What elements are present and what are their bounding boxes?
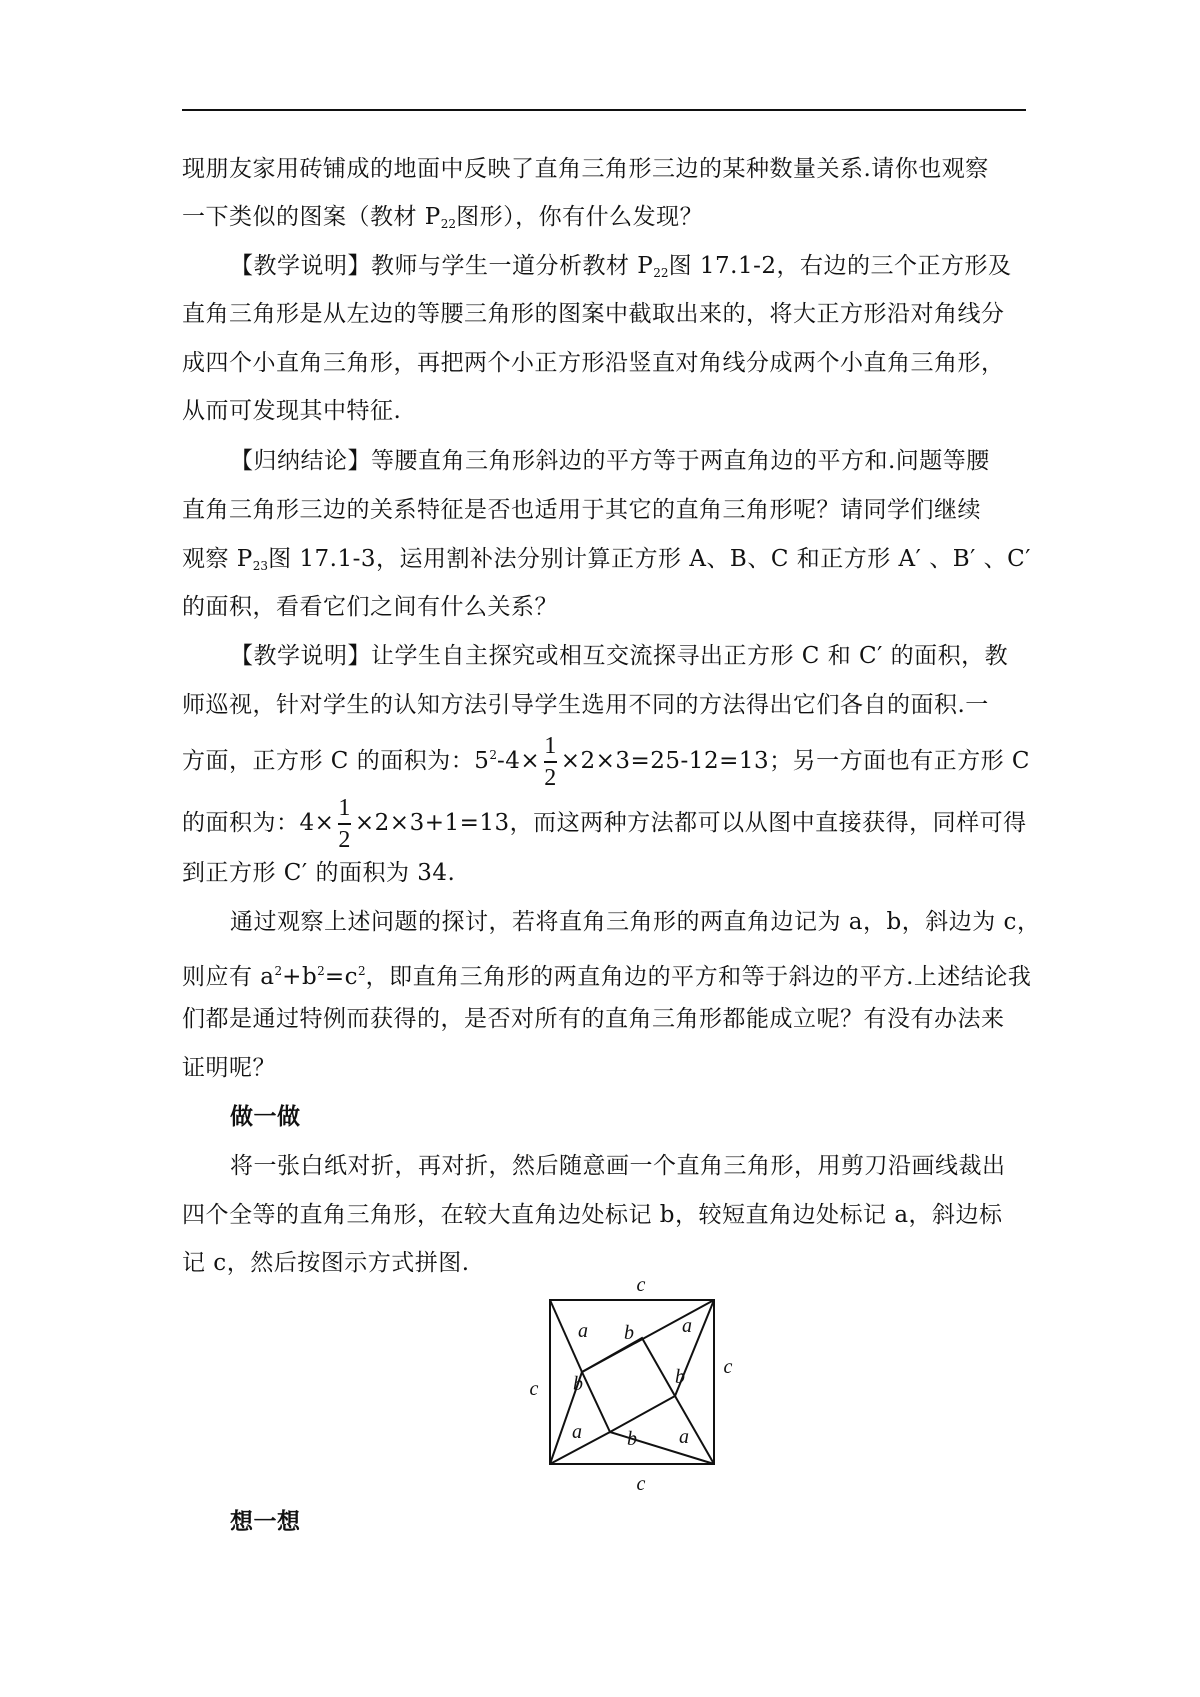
conclusion-line-3: 观察 $P_{23}$图 17.1-3，运用割补法分别计算正方形 A、B、C 和正方形 A′ 、B′ 、C′ (182, 546, 1031, 573)
conclusion-line-4: 的面积，看看它们之间有什么关系？ (182, 594, 558, 620)
pythagoras-square-diagram (520, 1266, 733, 1495)
para-1-line-1: 现朋友家用砖铺成的地面中反映了直角三角形三边的某种数量关系.请你也观察 (182, 156, 989, 182)
label-left-c: c (529, 1378, 539, 1400)
label-b-2: b (675, 1366, 685, 1388)
teaching-note-2-line-3: 方面，正方形 C 的面积为：$5^2-4\times$ $\frac{1}{2}$ ×2×3=25-12=13；另一方面也有正方形 C (182, 733, 1031, 791)
activity-line-2: 四个全等的直角三角形，在较大直角边处标记 b，较短直角边处标记 a，斜边标 (182, 1202, 1003, 1228)
teaching-note-2-line-1: 【教学说明】让学生自主探究或相互交流探寻出正方形 C 和 C′ 的面积，教 (230, 643, 1009, 669)
conclusion-line-1: 【归纳结论】等腰直角三角形斜边的平方等于两直角边的平方和.问题等腰 (230, 448, 990, 474)
label-top-c: c (636, 1274, 646, 1296)
label-b-3: b (573, 1373, 583, 1395)
section-heading-think: 想一想 (230, 1508, 301, 1535)
header-rule (182, 109, 1026, 111)
para-observe-line-3: 们都是通过特例而获得的，是否对所有的直角三角形都能成立呢？有没有办法来 (182, 1006, 1005, 1032)
label-b-1: b (624, 1322, 634, 1344)
section-heading-do: 做一做 (230, 1103, 301, 1130)
para-1-line-2: 一下类似的图案（教材 $P_{22}$图形），你有什么发现？ (182, 204, 704, 231)
label-a-3: a (572, 1421, 582, 1443)
fraction-one-half: $\frac{1}{2}$ (338, 795, 351, 853)
para-observe-line-1: 通过观察上述问题的探讨，若将直角三角形的两直角边记为 a，b，斜边为 c， (230, 909, 1041, 935)
label-bottom-c: c (636, 1473, 646, 1495)
para-observe-line-2: 则应有 $a^2+b^2=c^2$，即直角三角形的两直角边的平方和等于斜边的平方.上述结论我 (182, 964, 1032, 990)
teaching-note-1-line-3: 成四个小直角三角形，再把两个小正方形沿竖直对角线分成两个小直角三角形， (182, 350, 1005, 376)
teaching-note-2-line-5: 到正方形 C′ 的面积为 34. (182, 860, 456, 886)
label-b-4: b (627, 1428, 637, 1450)
label-a-4: a (679, 1426, 689, 1448)
teaching-note-2-line-2: 师巡视，针对学生的认知方法引导学生选用不同的方法得出它们各自的面积.一 (182, 692, 989, 718)
activity-line-3: 记 c，然后按图示方式拼图. (182, 1250, 470, 1276)
label-a-1: a (578, 1320, 588, 1342)
para-observe-line-4: 证明呢？ (182, 1055, 276, 1081)
teaching-note-1-line-4: 从而可发现其中特征. (182, 398, 402, 424)
inner-square (582, 1338, 675, 1432)
label-right-c: c (723, 1356, 733, 1378)
teaching-note-1-line-2: 直角三角形是从左边的等腰三角形的图案中截取出来的，将大正方形沿对角线分 (182, 301, 1005, 327)
conclusion-line-2: 直角三角形三边的关系特征是否也适用于其它的直角三角形呢？请同学们继续 (182, 497, 981, 523)
fraction-one-half: $\frac{1}{2}$ (544, 733, 557, 791)
label-a-2: a (682, 1315, 692, 1337)
teaching-note-2-line-4: 的面积为：4× $\frac{1}{2}$ ×2×3+1=13，而这两种方法都可以从图中直接获得，同样可得 (182, 795, 1027, 853)
activity-line-1: 将一张白纸对折，再对折，然后随意画一个直角三角形，用剪刀沿画线裁出 (230, 1153, 1006, 1179)
teaching-note-1-line-1: 【教学说明】教师与学生一道分析教材 $P_{22}$图 17.1-2，右边的三个正方形及 (230, 253, 1012, 280)
